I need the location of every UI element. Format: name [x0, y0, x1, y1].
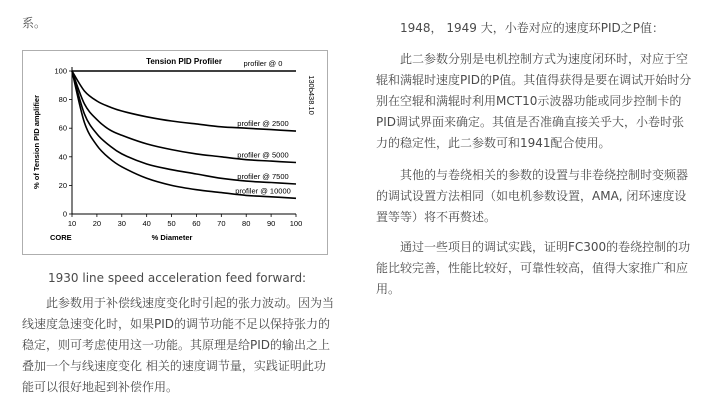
top-fragment: 系。 — [22, 16, 47, 30]
paragraph-line: PID调试界面来确定。其值是否准确直接关乎大，小卷时张 — [376, 115, 685, 129]
paragraph-line: 辊和满辊时速度PID的P值。其值得获得是要在调试开始时分 — [376, 73, 692, 87]
right-paragraph-1 — [376, 49, 691, 154]
paragraph-line: 别在空辊和满辊时利用MCT10示波器功能或同步控制卡的 — [376, 94, 682, 108]
series-label: profiler @ 5000 — [237, 150, 289, 160]
paragraph-line: 其他的与卷绕相关的参数的设置与非卷绕控制时变频器 — [400, 168, 689, 182]
y-tick-label: 40 — [58, 152, 67, 162]
paragraph-line: 用。 — [376, 282, 401, 296]
paragraph-line: 的调试设置方法相同（如电机参数设置，AMA, 闭环速度设 — [376, 189, 687, 203]
series-label: profiler @ 2500 — [237, 119, 289, 129]
y-tick-label: 100 — [54, 66, 67, 76]
section-caption: 1930 line speed acceleration feed forward: — [48, 271, 307, 285]
x-tick-label: 70 — [217, 219, 226, 228]
x-tick-label: 40 — [142, 219, 151, 228]
x-tick-label: 50 — [167, 219, 176, 228]
paragraph-line: 叠加一个与线速度变化 相关的速度调节量，实践证明此功 — [22, 359, 326, 373]
paragraph-line: 能比较完善，性能比较好，可靠性较高，值得大家推广和应 — [376, 261, 689, 275]
paragraph-line: 置等等）将不再赘述。 — [376, 210, 497, 224]
x-tick-label: 10 — [67, 219, 77, 228]
x-tick-label: 80 — [242, 219, 251, 228]
x-tick-label: 100 — [289, 219, 303, 228]
left-paragraph — [22, 293, 334, 398]
paragraph-line: 力的稳定性，此二参数可和1941配合使用。 — [376, 136, 611, 150]
series-label: profiler @ 7500 — [237, 171, 289, 181]
paragraph-line: 稳定，则可考虑使用这一功能。其原理是给PID的输出之上 — [22, 338, 331, 352]
y-tick-label: 20 — [58, 180, 67, 190]
y-tick-label: 80 — [58, 95, 67, 105]
x-tick-label: 60 — [192, 219, 201, 228]
x-tick-label: 30 — [117, 219, 126, 228]
figure-code-label: 130b438.10 — [307, 75, 316, 115]
y-tick-label: 60 — [58, 123, 67, 133]
x-tick-label: 20 — [92, 219, 102, 228]
tension-pid-profiler-chart — [22, 50, 328, 255]
y-tick-label: 0 — [62, 209, 67, 219]
right-paragraph-3 — [376, 237, 690, 300]
series-label: profiler @ 0 — [243, 59, 283, 68]
series-label: profiler @ 10000 — [235, 186, 291, 196]
y-axis-label: % of Tension PID amplifier — [32, 94, 41, 190]
paragraph-line: 线速度急速变化时，如果PID的调节功能不足以保持张力的 — [22, 317, 331, 331]
paragraph-line: 能可以很好地起到补偿作用。 — [22, 380, 179, 394]
x-axis-label: % Diameter — [151, 233, 193, 242]
paragraph-line: 此二参数分别是电机控制方式为速度闭环时，对应于空 — [400, 52, 689, 66]
paragraph-line: 此参数用于补偿线速度变化时引起的张力波动。因为当 — [46, 296, 335, 310]
x-tick-label: 90 — [266, 219, 276, 228]
chart-title: Tension PID Profiler — [146, 57, 222, 66]
right-heading: 1948， 1949 大，小卷对应的速度环PID之P值： — [400, 21, 664, 35]
paragraph-line: 通过一些项目的调试实践，证明FC300的卷绕控制的功 — [400, 240, 691, 254]
right-paragraph-2 — [376, 165, 688, 228]
x-origin-label: CORE — [50, 233, 72, 242]
